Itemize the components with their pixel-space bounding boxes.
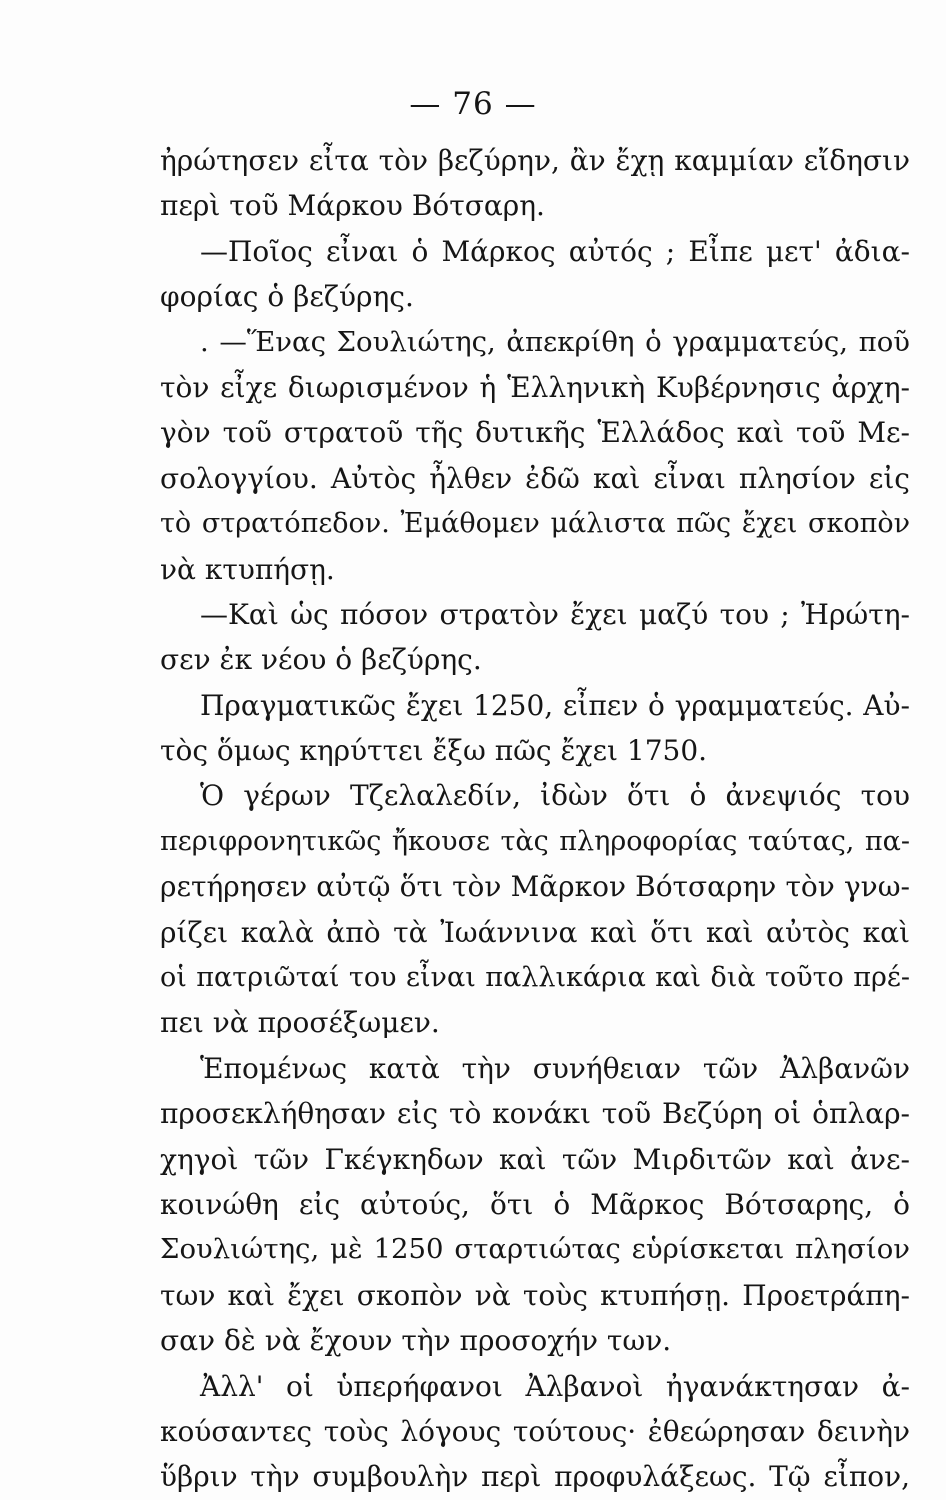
- text-line: περιφρονητικῶς ἤκουσε τὰς πληροφορίας ταύτας, πα-: [160, 825, 910, 857]
- text-line: —Ποῖος εἶναι ὁ Μάρκος αὐτός ; Εἶπε μετ' ἀδια-: [200, 234, 910, 268]
- text-line: ρετήρησεν αὐτῷ ὅτι τὸν Μᾶρκον Βότσαρην τὸν γνω-: [160, 870, 910, 904]
- text-line: Σουλιώτης, μὲ 1250 σταρτιώτας εὑρίσκεται πλησίον: [160, 1233, 910, 1266]
- text-line: Ἑπομένως κατὰ τὴν συνήθειαν τῶν Ἀλβανῶν: [200, 1051, 910, 1085]
- text-line: προσεκλήθησαν εἰς τὸ κονάκι τοῦ Βεζύρη οἱ ὁπλαρ-: [160, 1097, 910, 1131]
- text-line: κούσαντες τοὺς λόγους τούτους· ἐθεώρησαν δεινὴν: [160, 1414, 910, 1448]
- text-line: χηγοὶ τῶν Γκέγκηδων καὶ τῶν Μιρδιτῶν καὶ ἀνε-: [160, 1142, 910, 1176]
- text-line: πει νὰ προσέξωμεν.: [160, 1006, 440, 1040]
- text-line: φορίας ὁ βεζύρης.: [160, 280, 414, 314]
- text-line: . —Ἕνας Σουλιώτης, ἀπεκρίθη ὁ γραμματεύς, ποῦ: [200, 325, 910, 358]
- text-line: γὸν τοῦ στρατοῦ τῆς δυτικῆς Ἑλλάδος καὶ τοῦ Με-: [160, 416, 910, 450]
- text-line: κοινώθη εἰς αὐτούς, ὅτι ὁ Μᾶρκος Βότσαρης, ὁ: [160, 1187, 910, 1221]
- text-line: ρίζει καλὰ ἀπὸ τὰ Ἰωάννινα καὶ ὅτι καὶ αὐτὸς καὶ: [160, 915, 910, 949]
- text-line: ἠρώτησεν εἶτα τὸν βεζύρην, ἂν ἔχῃ καμμίαν εἴδησιν: [160, 144, 910, 177]
- text-line: τὸν εἶχε διωρισμένον ἡ Ἑλληνικὴ Κυβέρνησις ἀρχη-: [160, 370, 910, 404]
- text-line: Πραγματικῶς ἔχει 1250, εἶπεν ὁ γραμματεύς. Αὐ-: [200, 688, 910, 722]
- text-line: οἱ πατριῶταί του εἶναι παλλικάρια καὶ διὰ τοῦτο πρέ-: [160, 962, 910, 994]
- page-number: — 76 —: [409, 86, 537, 122]
- body-text: [160, 138, 910, 1500]
- text-line: σολογγίου. Αὐτὸς ἦλθεν ἐδῶ καὶ εἶναι πλησίον εἰς: [160, 461, 910, 495]
- text-line: νὰ κτυπήσῃ.: [160, 552, 335, 586]
- text-line: —Καὶ ὡς πόσον στρατὸν ἔχει μαζύ του ; Ἠρώτη-: [200, 597, 910, 631]
- text-line: τὸς ὅμως κηρύττει ἔξω πῶς ἔχει 1750.: [160, 734, 708, 768]
- text-line: σαν δὲ νὰ ἔχουν τὴν προσοχήν των.: [160, 1324, 672, 1358]
- text-line: των καὶ ἔχει σκοπὸν νὰ τοὺς κτυπήσῃ. Προετράπη-: [160, 1278, 910, 1312]
- text-line: περὶ τοῦ Μάρκου Βότσαρη.: [160, 189, 545, 223]
- text-line: Ὁ γέρων Τζελαλεδίν, ἰδὼν ὅτι ὁ ἀνεψιός του: [200, 779, 910, 813]
- text-line: τὸ στρατόπεδον. Ἐμάθομεν μάλιστα πῶς ἔχει σκοπὸν: [160, 508, 910, 540]
- text-line: Ἀλλ' οἱ ὑπερήφανοι Ἀλβανοὶ ἠγανάκτησαν ἀ-: [200, 1369, 910, 1403]
- text-line: ὕβριν τὴν συμβουλὴν περὶ προφυλάξεως. Τῷ εἶπον,: [160, 1460, 910, 1494]
- text-line: σεν ἐκ νέου ὁ βεζύρης.: [160, 643, 482, 677]
